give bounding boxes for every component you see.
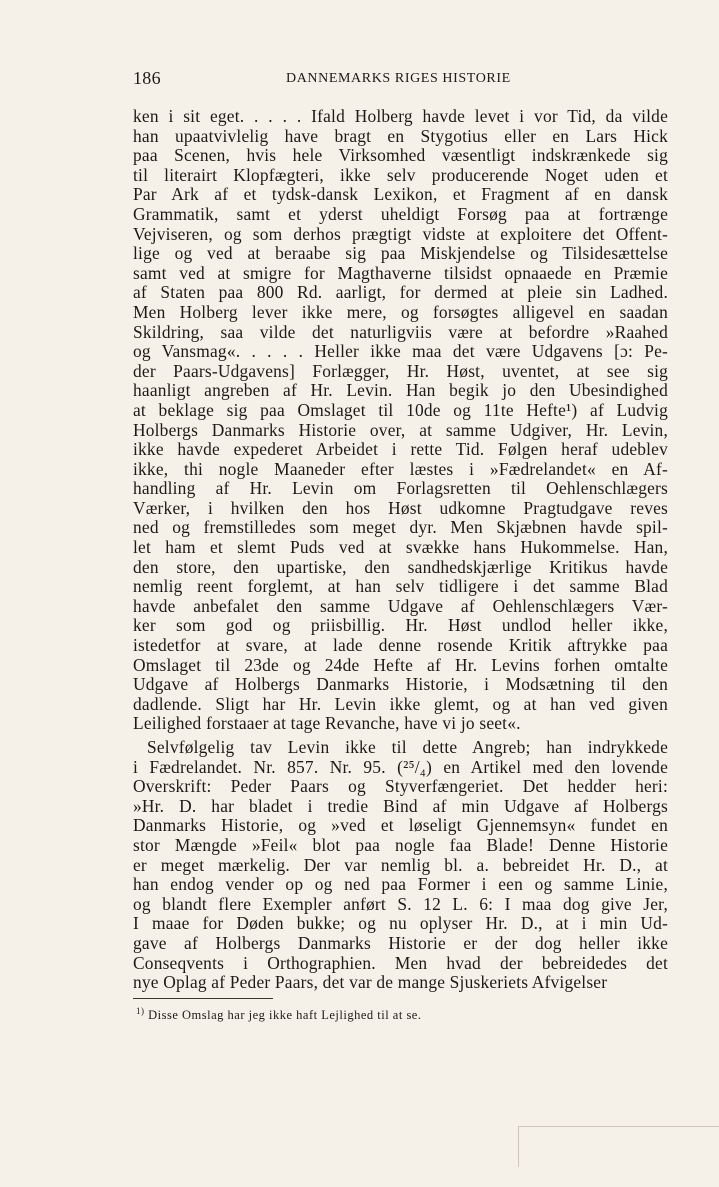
- text-line: I maae for Døden bukke; og nu oplyser Hr. D., at i min Ud-: [133, 913, 668, 934]
- text-line: »Hr. D. har bladet i tredie Bind af min Udgave af Holbergs: [133, 795, 668, 816]
- text-line: nemlig reent forglemt, at han selv tidligere i det samme Blad: [133, 576, 668, 597]
- text-line: handling af Hr. Levin om Forlagsretten til Oehlenschlægers: [133, 478, 668, 499]
- page-header: [133, 68, 668, 90]
- footnote-rule: [133, 998, 273, 999]
- text-line: han endog vender op og ned paa Former i een og samme Linie,: [133, 874, 668, 895]
- paragraph: [133, 107, 668, 734]
- text-line: Grammatik, samt et yderst uheldigt Forsøg paa at fortrænge: [133, 203, 668, 224]
- footnote-text: Disse Omslag har jeg ikke haft Lejlighed til at se.: [144, 1008, 422, 1023]
- text-line: paa Scenen, hvis hele Virksomhed væsentligt indskrænkede sig: [133, 145, 668, 166]
- page-number: 186: [133, 68, 161, 88]
- footnote-mark: 1): [136, 1006, 145, 1016]
- text-line: er meget mærkelig. Der var nemlig bl. a. bebreidet Hr. D., at: [133, 854, 668, 875]
- text-line: haanligt angreben af Hr. Levin. Han begik jo den Ubesindighed: [133, 380, 668, 401]
- text-line: nye Oplag af Peder Paars, det var de mange Sjuskeriets Afvigelser: [133, 972, 608, 993]
- footnote: [136, 1006, 421, 1023]
- text-line: ikke, thi nogle Maaneder efter læstes i »Fædrelandet« en Af-: [133, 458, 668, 479]
- text-line: gave af Holbergs Danmarks Historie er der dog heller ikke: [133, 932, 668, 953]
- text-line: Danmarks Historie, og »ved et løseligt Gjennemsyn« fundet en: [133, 815, 668, 836]
- text-line: dadlende. Sligt har Hr. Levin ikke glemt, og at han ved given: [133, 693, 668, 714]
- text-line: og blandt flere Exempler anført S. 12 L. 6: I maa dog give Jer,: [133, 893, 668, 914]
- text-line: at beklage sig paa Omslaget til 10de og 11te Hefte¹) af Ludvig: [133, 399, 668, 420]
- text-line: let ham et slemt Puds ved at svække hans Hukommelse. Han,: [133, 537, 668, 558]
- text-line: Omslaget til 23de og 24de Hefte af Hr. Levins forhen omtalte: [133, 654, 668, 675]
- text-line: Men Holberg lever ikke mere, og forsøgtes alligevel en saadan: [133, 301, 668, 322]
- text-line: ikke havde expederet Arbeidet i rette Tid. Følgen heraf udeblev: [133, 439, 668, 460]
- text-line: Overskrift: Peder Paars og Styverfængeriet. Det hedder heri:: [133, 776, 668, 797]
- text-line: Par Ark af et tydsk-dansk Lexikon, et Fragment af en dansk: [133, 184, 668, 205]
- text-line: ned og fremstilledes som meget dyr. Men Skjæbnen havde spil-: [133, 517, 668, 538]
- text-line: stor Mængde »Feil« blot paa nogle faa Blade! Denne Historie: [133, 834, 668, 855]
- text-line: Udgave af Holbergs Danmarks Historie, i Modsætning til den: [133, 674, 668, 695]
- text-line: Selvfølgelig tav Levin ikke til dette Angreb; han indrykkede: [147, 737, 668, 757]
- text-line: istedetfor at svare, at lade denne rosende Kritik aftrykke paa: [133, 635, 668, 656]
- text-line: havde anbefalet den samme Udgave af Oehlenschlægers Vær-: [133, 595, 668, 616]
- text-line: til literairt Klopfægteri, ikke selv producerende Noget uden et: [133, 164, 668, 185]
- text-line: og Vansmag«. . . . . Heller ikke maa det være Udgavens [ɔ: Pe-: [133, 341, 668, 362]
- scan-edge-mark: [518, 1126, 719, 1167]
- text-line: Conseqvents i Orthographien. Men hvad der bebreidedes det: [133, 952, 668, 973]
- text-line: Skildring, saa vilde det naturligviis være at befordre »Raahed: [133, 321, 668, 342]
- text-line: den store, den upartiske, den sandhedskjærlige Kritikus havde: [133, 556, 668, 577]
- text-line: ken i sit eget. . . . . Ifald Holberg havde levet i vor Tid, da vilde: [133, 106, 668, 126]
- text-line: Holbergs Danmarks Historie over, at samme Udgiver, Hr. Levin,: [133, 419, 668, 440]
- running-head: DANNEMARKS RIGES HISTORIE: [286, 71, 511, 86]
- text-line: han upaatvivlelig have bragt en Stygotius eller en Lars Hick: [133, 125, 668, 146]
- text-line: Værker, i hvilken den hos Høst udkomne Pragtudgave reves: [133, 497, 668, 518]
- text-line: ker som god og priisbillig. Hr. Høst undlod heller ikke,: [133, 615, 668, 636]
- text-line: Leilighed forstaaer at tage Revanche, have vi jo seet«.: [133, 713, 521, 734]
- text-line: samt ved at smigre for Magthaverne tilsidst opnaaede en Præmie: [133, 262, 668, 283]
- text-line: der Paars-Udgavens] Forlægger, Hr. Høst, uventet, at see sig: [133, 360, 668, 381]
- body-text: [133, 107, 668, 993]
- paragraph: [133, 738, 668, 993]
- text-line: Vejviseren, og som derhos prægtigt vidste at exploitere det Offent-: [133, 223, 668, 244]
- text-line: lige og ved at beraabe sig paa Miskjendelse og Tilsidesættelse: [133, 243, 668, 264]
- text-line: af Staten paa 800 Rd. aarligt, for dermed at pleie sin Ladhed.: [133, 282, 668, 303]
- text-line: i Fædrelandet. Nr. 857. Nr. 95. (²⁵/₄) en Artikel med den lovende: [133, 756, 668, 777]
